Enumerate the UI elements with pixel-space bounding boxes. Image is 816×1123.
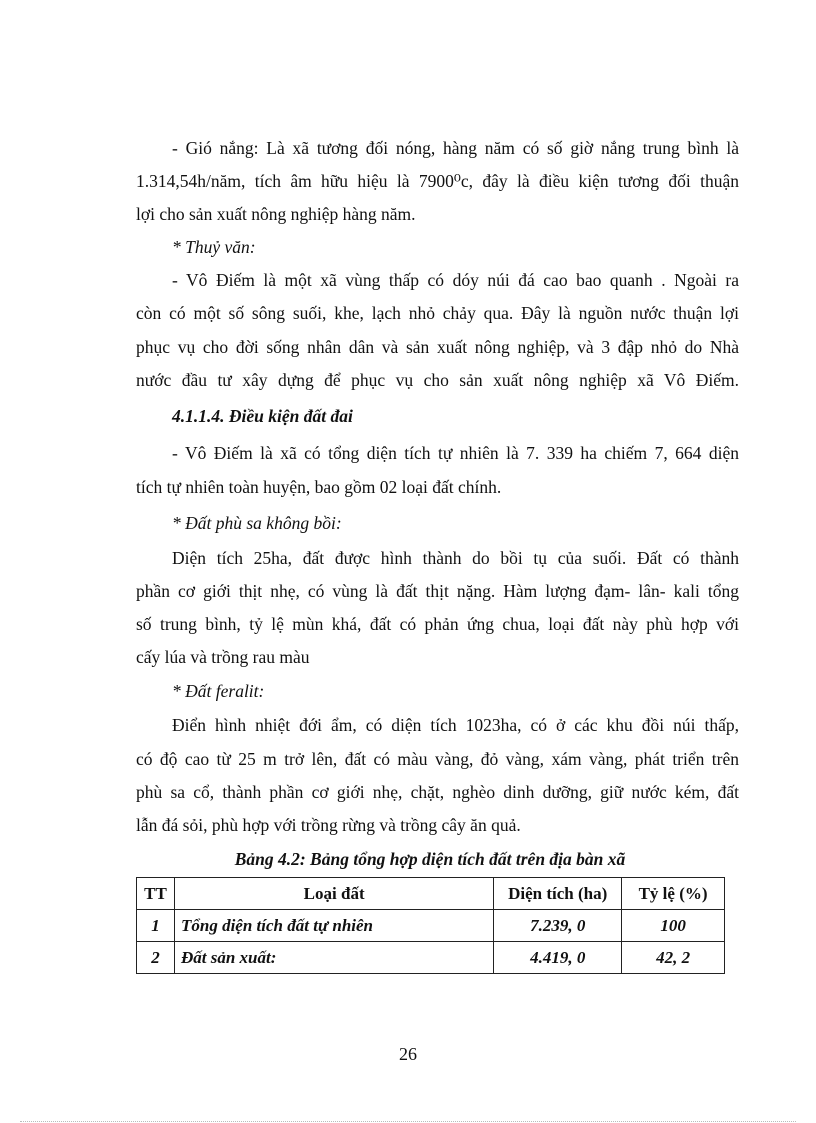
paragraph-line: lẫn đá sỏi, phù hợp với trồng rừng và trồng cây ăn quả. bbox=[136, 815, 521, 835]
header-area: Diện tích (ha) bbox=[494, 878, 622, 910]
page-number: 26 bbox=[399, 1044, 417, 1064]
paragraph-line: - Gió nắng: Là xã tương đối nóng, hàng năm có số giờ nắng trung bình là bbox=[172, 138, 739, 158]
table-row bbox=[137, 942, 725, 974]
paragraph-line: có độ cao từ 25 m trở lên, đất có màu vàng, đỏ vàng, xám vàng, phát triển trên bbox=[136, 749, 739, 769]
subheading-phu-sa: * Đất phù sa không bồi: bbox=[172, 513, 342, 533]
header-ratio: Tỷ lệ (%) bbox=[622, 878, 725, 910]
section-heading: 4.1.1.4. Điều kiện đất đai bbox=[172, 406, 353, 426]
paragraph-line: còn có một số sông suối, khe, lạch nhỏ chảy qua. Đây là nguồn nước thuận lợi bbox=[136, 303, 739, 323]
cell-ratio: 42, 2 bbox=[622, 942, 725, 974]
paragraph-line: số trung bình, tỷ lệ mùn khá, đất có phản ứng chua, loại đất này phù hợp với bbox=[136, 614, 739, 634]
paragraph-line: cấy lúa và trồng rau màu bbox=[136, 647, 310, 667]
paragraph-line: phần cơ giới thịt nhẹ, có vùng là đất thịt nặng. Hàm lượng đạm- lân- kali tổng bbox=[136, 581, 739, 601]
header-land-type: Loại đất bbox=[174, 878, 493, 910]
table-row bbox=[137, 910, 725, 942]
page-bottom-divider bbox=[20, 1121, 796, 1122]
cell-area: 4.419, 0 bbox=[494, 942, 622, 974]
paragraph-line: Diện tích 25ha, đất được hình thành do bồi tụ của suối. Đất có thành bbox=[172, 548, 739, 568]
paragraph-line: - Vô Điếm là xã có tổng diện tích tự nhiên là 7. 339 ha chiếm 7, 664 diện bbox=[172, 443, 739, 463]
subheading-thuy-van: * Thuỷ văn: bbox=[172, 237, 256, 257]
paragraph-line: - Vô Điếm là một xã vùng thấp có dóy núi đá cao bao quanh . Ngoài ra bbox=[172, 270, 739, 290]
paragraph-line: phục vụ cho đời sống nhân dân và sản xuất nông nghiệp, và 3 đập nhỏ do Nhà bbox=[136, 337, 739, 357]
paragraph-line: phù sa cổ, thành phần cơ giới nhẹ, chặt, nghèo dinh dưỡng, giữ nước kém, đất bbox=[136, 782, 739, 802]
paragraph-line: lợi cho sản xuất nông nghiệp hàng năm. bbox=[136, 204, 416, 224]
cell-tt: 2 bbox=[137, 942, 175, 974]
header-tt: TT bbox=[137, 878, 175, 910]
subheading-feralit: * Đất feralit: bbox=[172, 681, 265, 701]
table-caption: Bảng 4.2: Bảng tổng hợp diện tích đất trên địa bàn xã bbox=[234, 849, 626, 869]
paragraph-line: 1.314,54h/năm, tích âm hữu hiệu là 7900⁰c, đây là điều kiện tương đối thuận bbox=[136, 171, 739, 191]
cell-area: 7.239, 0 bbox=[494, 910, 622, 942]
paragraph-line: tích tự nhiên toàn huyện, bao gồm 02 loại đất chính. bbox=[136, 477, 502, 497]
land-area-table bbox=[136, 877, 725, 974]
cell-ratio: 100 bbox=[622, 910, 725, 942]
paragraph-line: Điển hình nhiệt đới ẩm, có diện tích 1023ha, có ở các khu đồi núi thấp, bbox=[172, 715, 739, 735]
cell-land-type: Đất sản xuất: bbox=[174, 942, 493, 974]
cell-tt: 1 bbox=[137, 910, 175, 942]
table-header-row bbox=[137, 878, 725, 910]
cell-land-type: Tổng diện tích đất tự nhiên bbox=[174, 910, 493, 942]
paragraph-line: nước đầu tư xây dựng để phục vụ cho sản xuất nông nghiệp xã Vô Điếm. bbox=[136, 370, 739, 390]
